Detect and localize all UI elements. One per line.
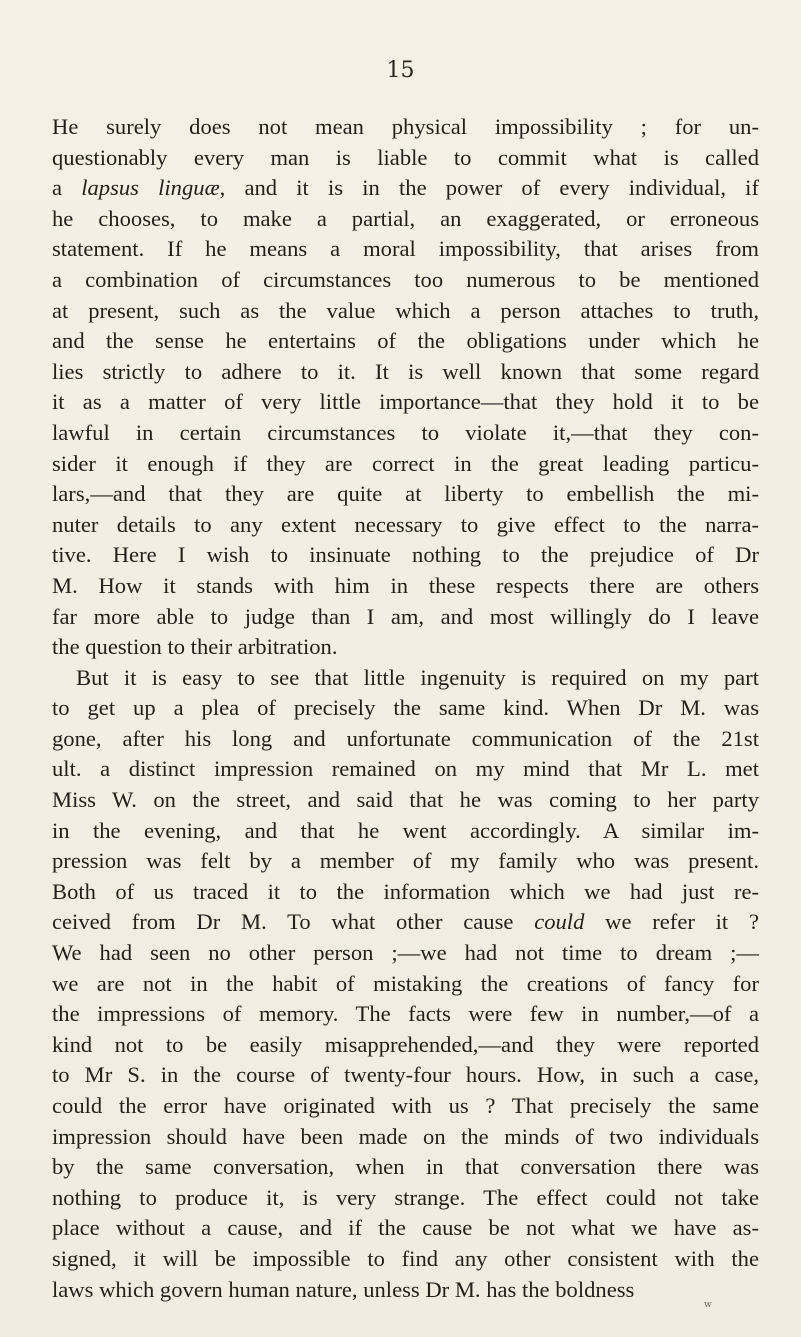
text-line: lawful in certain circumstances to violate it,—that they con- [52, 419, 759, 445]
text-line: statement. If he means a moral impossibility, that arises from [52, 236, 759, 262]
text-line: laws which govern human nature, unless Dr M. has the boldness [52, 1276, 635, 1302]
text-line [52, 907, 759, 938]
text-line: at present, such as the value which a person attaches to truth, [52, 297, 759, 323]
text-line: gone, after his long and unfortunate communication of the 21st [52, 725, 759, 751]
text-line: lies strictly to adhere to it. It is well known that some regard [52, 358, 759, 384]
text-line: place without a cause, and if the cause be not what we have as- [52, 1215, 759, 1241]
text-line: signed, it will be impossible to find any other consistent with the [52, 1245, 759, 1271]
text-line: we are not in the habit of mistaking the creations of fancy for [52, 970, 759, 996]
text-segment: , and it is in the power of every individual, if [219, 175, 759, 201]
text-line [52, 173, 759, 204]
text-line: lars,—and that they are quite at liberty to embellish the mi- [52, 481, 759, 507]
text-line: by the same conversation, when in that conversation there was [52, 1154, 759, 1180]
text-line: tive. Here I wish to insinuate nothing to the prejudice of Dr [52, 542, 759, 568]
text-line: in the evening, and that he went accordingly. A similar im- [52, 817, 759, 843]
text-line: a combination of circumstances too numerous to be mentioned [52, 266, 759, 292]
text-line: But it is easy to see that little ingenuity is required on my part [76, 664, 759, 690]
text-segment: we refer it ? [584, 909, 759, 935]
text-line: We had seen no other person ;—we had not time to dream ;— [52, 940, 759, 966]
text-line: could the error have originated with us ? That precisely the same [52, 1093, 759, 1118]
text-segment: ceived from Dr M. To what other cause [52, 909, 535, 935]
text-line: ult. a distinct impression remained on my mind that Mr L. met [52, 756, 759, 782]
text-line: He surely does not mean physical impossibility ; for un- [52, 114, 759, 139]
text-line: nothing to produce it, is very strange. The effect could not take [52, 1184, 759, 1210]
text-line: far more able to judge than I am, and most willingly do I leave [52, 603, 759, 629]
text-segment: a [52, 175, 82, 201]
page-number: 15 [386, 58, 415, 83]
text-line: sider it enough if they are correct in the great leading particu- [52, 450, 759, 476]
footer-mark: w [704, 1300, 712, 1310]
text-line: and the sense he entertains of the obligations under which he [52, 328, 759, 354]
text-line: impression should have been made on the minds of two individuals [52, 1123, 759, 1149]
text-line: Both of us traced it to the information which we had just re- [52, 878, 759, 904]
body-text [52, 112, 759, 1305]
text-line: to get up a plea of precisely the same kind. When Dr M. was [52, 695, 759, 721]
text-line: nuter details to any extent necessary to give effect to the narra- [52, 511, 759, 537]
italic-phrase: lapsus linguæ [81, 175, 220, 201]
text-line: to Mr S. in the course of twenty-four hours. How, in such a case, [52, 1062, 759, 1088]
text-line: it as a matter of very little importance—that they hold it to be [52, 389, 759, 415]
text-line: Miss W. on the street, and said that he was coming to her party [52, 787, 759, 813]
text-line: questionably every man is liable to commit what is called [52, 144, 759, 170]
text-line: the question to their arbitration. [52, 634, 338, 660]
text-line: pression was felt by a member of my family who was present. [52, 848, 759, 874]
text-line: kind not to be easily misapprehended,—and they were reported [52, 1031, 759, 1057]
italic-phrase: could [534, 909, 585, 935]
text-line: he chooses, to make a partial, an exaggerated, or erroneous [52, 205, 759, 231]
text-line: the impressions of memory. The facts were few in number,—of a [52, 1001, 759, 1027]
text-line: M. How it stands with him in these respects there are others [52, 572, 759, 598]
